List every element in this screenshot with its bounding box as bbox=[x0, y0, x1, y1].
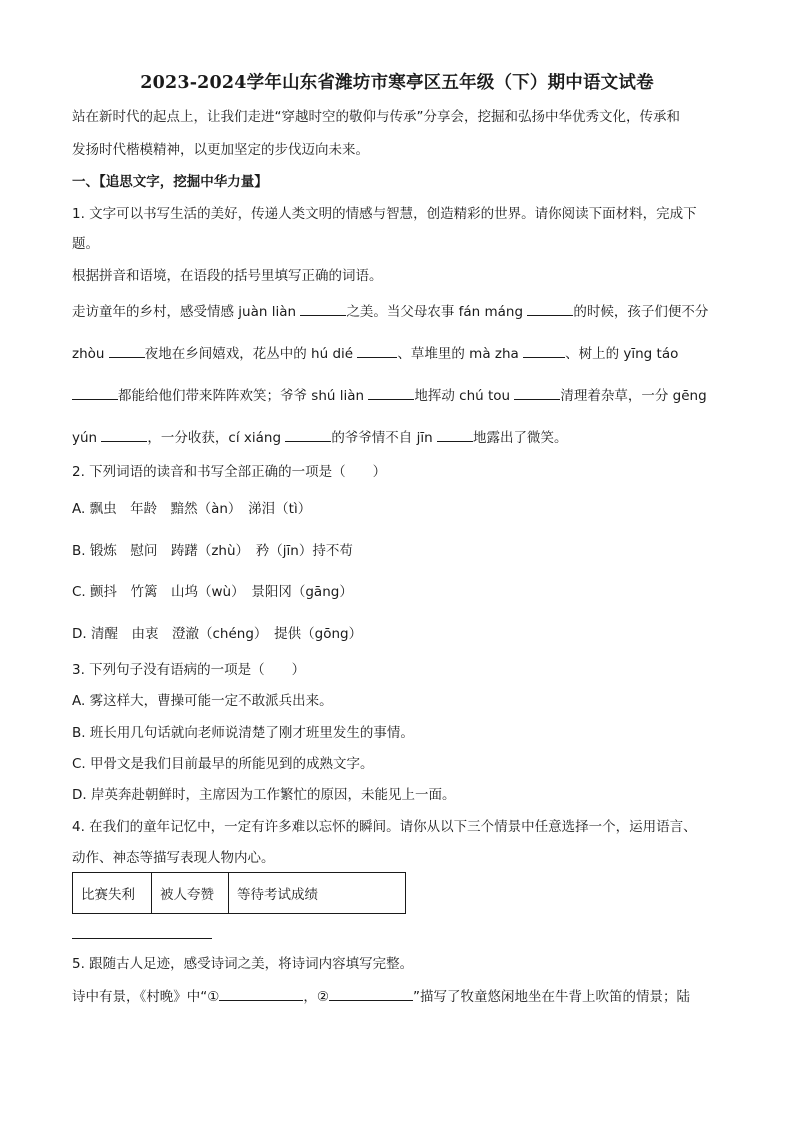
q1-passage-line-1 bbox=[72, 302, 708, 321]
scenario-option[interactable]: 等待考试成绩 bbox=[229, 873, 406, 914]
answer-line[interactable] bbox=[72, 938, 212, 939]
page-title: 2023-2024学年山东省潍坊市寒亭区五年级（下）期中语文试卷 bbox=[140, 73, 654, 93]
q4-stem-line-2: 动作、神态等描写表现人物内心。 bbox=[72, 850, 275, 866]
q2-option-c: C. 颤抖 竹篱 山坞（wù） 景阳冈（gāng） bbox=[72, 584, 353, 600]
passage-text: 、草堆里的 mà zha bbox=[397, 346, 524, 362]
answer-blank[interactable] bbox=[285, 428, 331, 442]
q2-option-b: B. 锻炼 慰问 踌躇（zhù） 矜（jīn）持不苟 bbox=[72, 543, 353, 559]
answer-blank[interactable] bbox=[523, 344, 565, 358]
q5-text: 诗中有景，《村晚》中“① bbox=[72, 989, 220, 1005]
q3-option-a: A. 雾这样大，曹操可能一定不敢派兵出来。 bbox=[72, 693, 333, 709]
passage-text: 的爷爷情不自 jīn bbox=[331, 430, 437, 446]
q1-stem-line-1: 1. 文字可以书写生活的美好，传递人类文明的情感与智慧，创造精彩的世界。请你阅读下面材料，完成下 bbox=[72, 206, 697, 222]
q3-option-c: C. 甲骨文是我们目前最早的所能见到的成熟文字。 bbox=[72, 756, 374, 772]
q1-instruction: 根据拼音和语境，在语段的括号里填写正确的词语。 bbox=[72, 268, 383, 284]
passage-text: zhòu bbox=[72, 346, 109, 362]
section-heading: 一、【追思文字，挖掘中华力量】 bbox=[72, 174, 268, 190]
passage-text: ，一分收获，cí xiáng bbox=[147, 430, 286, 446]
passage-text: 地露出了微笑。 bbox=[472, 430, 568, 446]
answer-blank[interactable] bbox=[514, 386, 560, 400]
answer-blank[interactable] bbox=[329, 987, 413, 1001]
q5-text-line bbox=[72, 987, 690, 1006]
answer-blank[interactable] bbox=[437, 428, 473, 442]
passage-text: 清理着杂草，一分 gēng bbox=[560, 388, 707, 404]
answer-blank[interactable] bbox=[368, 386, 414, 400]
q5-text: ，② bbox=[303, 989, 329, 1005]
q2-stem: 2. 下列词语的读音和书写全部正确的一项是（ ） bbox=[72, 464, 387, 480]
q5-text: ”描写了牧童悠闲地坐在牛背上吹笛的情景；陆 bbox=[412, 989, 690, 1005]
q1-passage-line-3 bbox=[72, 386, 707, 405]
answer-blank[interactable] bbox=[101, 428, 147, 442]
answer-blank[interactable] bbox=[219, 987, 303, 1001]
passage-text: 之美。当父母农事 fán máng bbox=[346, 304, 528, 320]
passage-text: 夜地在乡间嬉戏，花丛中的 hú dié bbox=[144, 346, 358, 362]
scenario-option[interactable]: 比赛失利 bbox=[73, 873, 152, 914]
q2-option-a: A. 飘虫 年龄 黯然（àn） 涕泪（tì） bbox=[72, 501, 312, 517]
q3-option-b: B. 班长用几句话就向老师说清楚了刚才班里发生的事情。 bbox=[72, 725, 414, 741]
q4-stem-line-1: 4. 在我们的童年记忆中，一定有许多难以忘怀的瞬间。请你从以下三个情景中任意选择一个，运用语言、 bbox=[72, 819, 697, 835]
q3-option-d: D. 岸英奔赴朝鲜时，主席因为工作繁忙的原因，未能见上一面。 bbox=[72, 787, 456, 803]
intro-line-1: 站在新时代的起点上，让我们走进“穿越时空的敬仰与传承”分享会，挖掘和弘扬中华优秀文化，传承和 bbox=[72, 109, 680, 125]
scenario-option[interactable]: 被人夸赞 bbox=[152, 873, 229, 914]
answer-blank[interactable] bbox=[357, 344, 397, 358]
q3-stem: 3. 下列句子没有语病的一项是（ ） bbox=[72, 662, 306, 678]
passage-text: 的时候，孩子们便不分 bbox=[573, 304, 709, 320]
passage-text: 地挥动 chú tou bbox=[414, 388, 515, 404]
q5-stem: 5. 跟随古人足迹，感受诗词之美，将诗词内容填写完整。 bbox=[72, 956, 414, 972]
q1-passage-line-4 bbox=[72, 428, 567, 447]
passage-text: 、树上的 yīng táo bbox=[565, 346, 679, 362]
passage-text: 走访童年的乡村，感受情感 juàn liàn bbox=[72, 304, 301, 320]
q1-passage-line-2 bbox=[72, 344, 678, 363]
q1-stem-line-2: 题。 bbox=[72, 236, 99, 252]
table-row bbox=[73, 873, 406, 914]
answer-blank[interactable] bbox=[300, 302, 346, 316]
intro-line-2: 发扬时代楷模精神，以更加坚定的步伐迈向未来。 bbox=[72, 142, 369, 158]
answer-blank[interactable] bbox=[527, 302, 573, 316]
passage-text: 都能给他们带来阵阵欢笑；爷爷 shú liàn bbox=[118, 388, 369, 404]
q2-option-d: D. 清醒 由衷 澄澈（chéng） 提供（gōng） bbox=[72, 626, 363, 642]
q4-scenario-table bbox=[72, 872, 406, 914]
answer-blank[interactable] bbox=[72, 386, 118, 400]
passage-text: yún bbox=[72, 430, 102, 446]
answer-blank[interactable] bbox=[109, 344, 145, 358]
